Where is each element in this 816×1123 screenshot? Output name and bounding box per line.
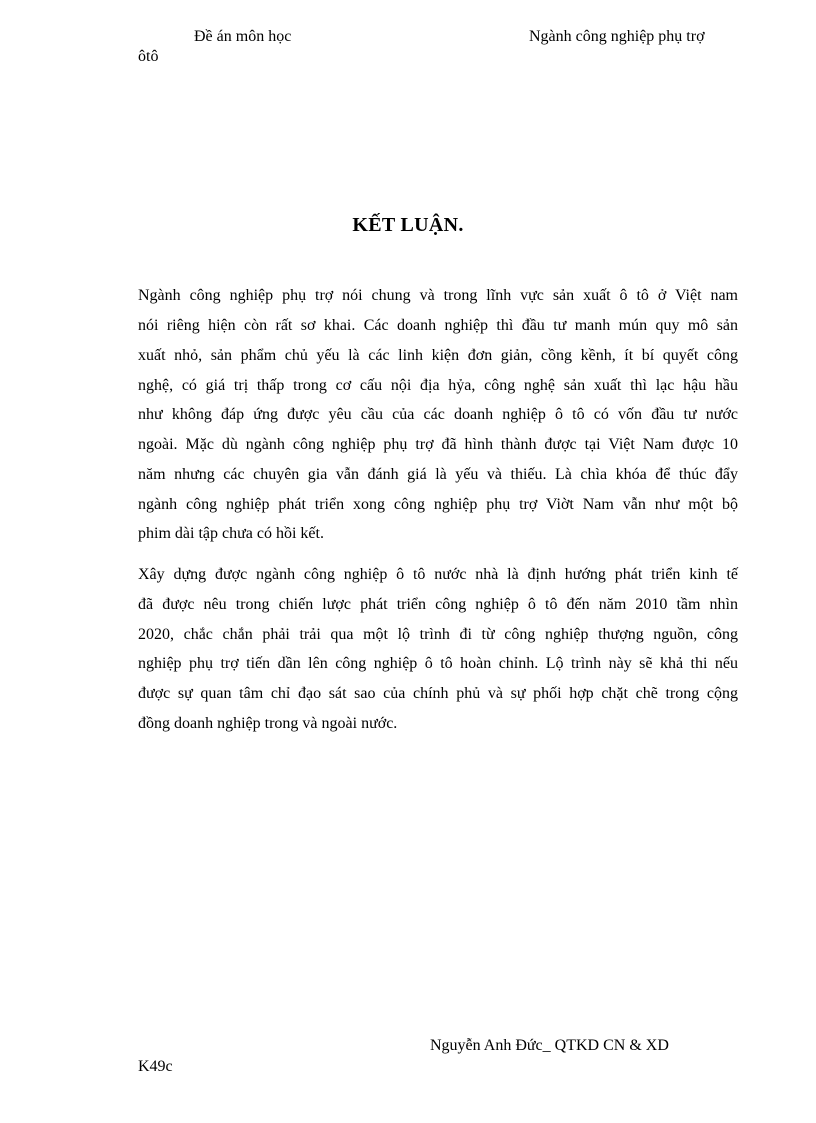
paragraph-line: Ngành công nghiệp phụ trợ nói chung và trong lĩnh vực sản xuất ô tô ở Việt nam — [138, 287, 738, 304]
paragraph-line: được sự quan tâm chỉ đạo sát sao của chính phủ và sự phối hợp chặt chẽ trong cộng — [138, 685, 738, 702]
paragraph-line: Xây dựng được ngành công nghiệp ô tô nước nhà là định hướng phát triển kinh tế — [138, 566, 738, 583]
paragraph-line: 2020, chắc chắn phải trải qua một lộ trình đi từ công nghiệp thượng nguồn, công — [138, 626, 738, 643]
paragraph-line: đồng doanh nghiệp trong và ngoài nước. — [138, 715, 398, 732]
paragraph-line: đã được nêu trong chiến lược phát triển công nghiệp ô tô đến năm 2010 tầm nhìn — [138, 596, 738, 613]
paragraph-line: nói riêng hiện còn rất sơ khai. Các doanh nghiệp thì đầu tư manh mún quy mô sản — [138, 317, 738, 334]
paragraph-line: nghiệp phụ trợ tiến dần lên công nghiệp ô tô hoàn chỉnh. Lộ trình này sẽ khả thi nếu — [138, 655, 738, 672]
paragraph-line: ngoài. Mặc dù ngành công nghiệp phụ trợ đã hình thành được tại Việt Nam được 10 — [138, 436, 738, 453]
paragraph-line: phim dài tập chưa có hồi kết. — [138, 525, 324, 542]
paragraph-line: như không đáp ứng được yêu cầu của các doanh nghiệp ô tô có vốn đầu tư nước — [138, 406, 738, 423]
paragraph-line: năm nhưng các chuyên gia vẫn đánh giá là yếu và thiếu. Là chìa khóa để thúc đẩy — [138, 466, 738, 483]
header-right-label: Ngành công nghiệp phụ trợ — [529, 28, 705, 45]
paragraph-line: ngành công nghiệp phát triển xong công nghiệp phụ trợ Viờt Nam vẫn như một bộ — [138, 496, 738, 513]
page-title: KẾT LUẬN. — [352, 214, 464, 236]
header-left-label: Đề án môn học — [194, 28, 292, 45]
header-wrap-label: ôtô — [138, 48, 159, 65]
footer-class-label: K49c — [138, 1058, 173, 1075]
footer-author-label: Nguyễn Anh Đức_ QTKD CN & XD — [430, 1037, 669, 1054]
paragraph-line: xuất nhỏ, sản phẩm chủ yếu là các linh kiện đơn giản, cồng kềnh, ít bí quyết công — [138, 347, 738, 364]
paragraph-line: nghệ, có giá trị thấp trong cơ cấu nội địa hỷa, công nghệ sản xuất thì lạc hậu hầu — [138, 377, 738, 394]
